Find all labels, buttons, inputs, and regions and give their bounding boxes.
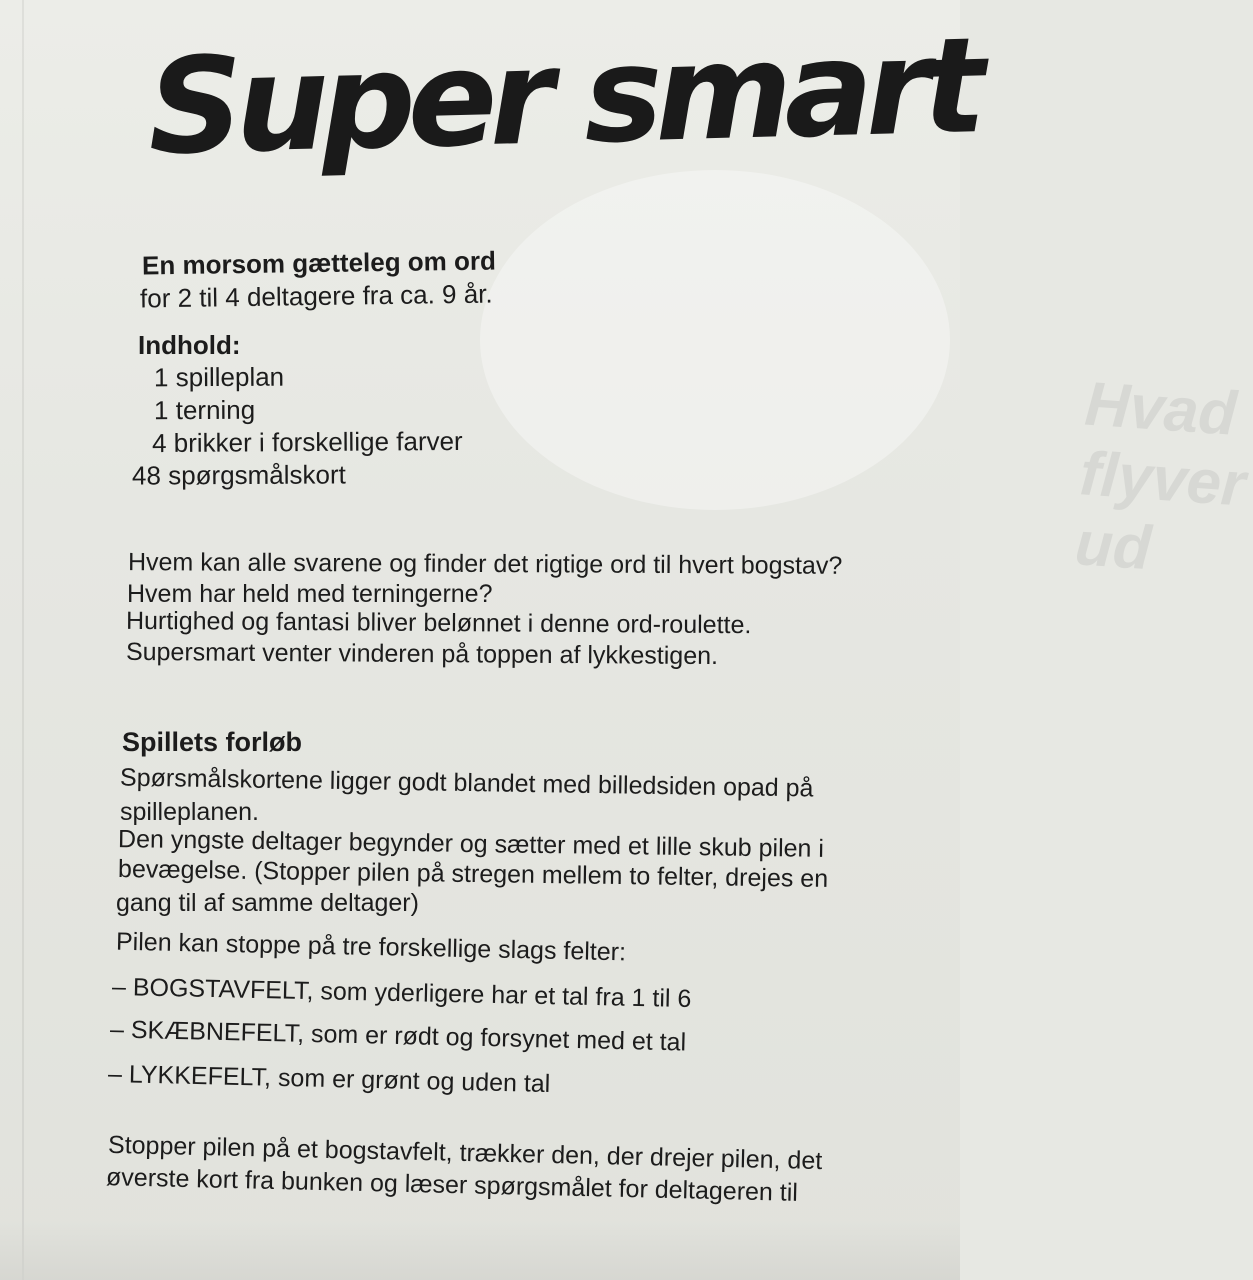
field-type-item: – SKÆBNEFELT, som er rødt og forsynet med et tal xyxy=(109,1015,687,1057)
closing-line: Stopper pilen på et bogstavfelt, trækker den, der drejer pilen, det xyxy=(107,1130,823,1176)
page-shadow xyxy=(0,1220,960,1280)
contents-item: 48 spørgsmålskort xyxy=(131,459,346,491)
game-title: Super smart xyxy=(146,9,980,185)
contents-heading: Indhold: xyxy=(138,330,241,360)
closing-line: øverste kort fra bunken og læser spørgsmålet for deltageren til xyxy=(105,1163,799,1207)
gameplay-line: spilleplanen. xyxy=(120,798,259,826)
gameplay-line: gang til af samme deltager) xyxy=(116,889,419,917)
description-line: Hvem kan alle svarene og finder det rigtige ord til hvert bogstav? xyxy=(127,548,843,580)
fields-intro: Pilen kan stoppe på tre forskellige slags felter: xyxy=(115,927,627,967)
field-type-item: – LYKKEFELT, som er grønt og uden tal xyxy=(107,1059,551,1099)
gameplay-line: bevægelse. (Stopper pilen på stregen mellem to felter, drejes en xyxy=(117,855,829,893)
contents-item: 1 terning xyxy=(153,394,256,426)
contents-item: 4 brikker i forskellige farver xyxy=(151,425,463,459)
description-line: Hurtighed og fantasi bliver belønnet i denne ord-roulette. xyxy=(125,606,752,640)
page-edge xyxy=(22,0,24,1280)
players-info: for 2 til 4 deltagere fra ca. 9 år. xyxy=(139,278,493,314)
show-through-lettering: Hvad flyver ud xyxy=(1072,369,1248,584)
gameplay-line: Spørsmålskortene ligger godt blandet med billedsiden opad på xyxy=(119,763,814,803)
description-line: Supersmart venter vinderen på toppen af lykkestigen. xyxy=(125,637,719,671)
gameplay-heading: Spillets forløb xyxy=(122,727,303,757)
description-line: Hvem har held med terningerne? xyxy=(127,580,493,608)
contents-item: 1 spilleplan xyxy=(153,361,285,393)
subtitle: En morsom gætteleg om ord xyxy=(141,245,497,281)
field-type-item: – BOGSTAVFELT, som yderligere har et tal fra 1 til 6 xyxy=(111,972,692,1014)
gameplay-line: Den yngste deltager begynder og sætter med et lille skub pilen i xyxy=(117,825,825,863)
